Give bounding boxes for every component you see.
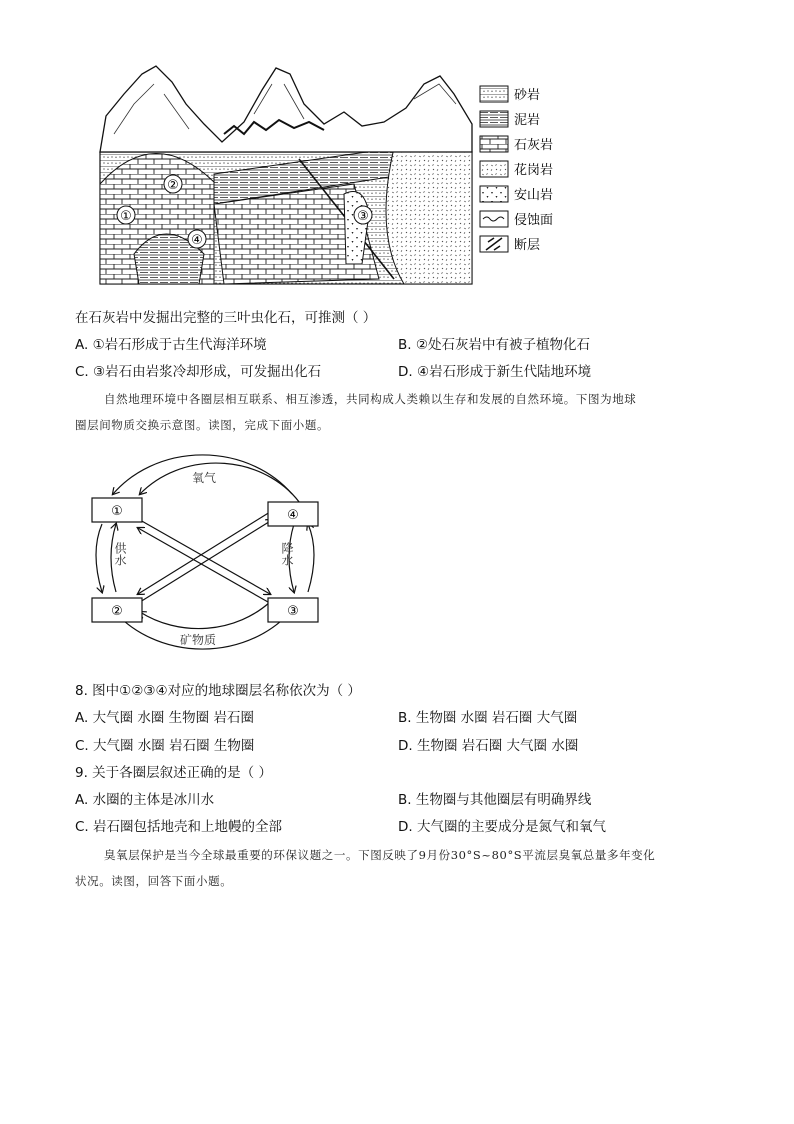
q7-stem: 在石灰岩中发掘出完整的三叶虫化石，可推测（ ）: [75, 310, 377, 326]
fault-icon: [480, 236, 540, 253]
q9-option-d[interactable]: D. 大气圈的主要成分是氮气和氧气: [398, 819, 606, 835]
svg-text:砂岩: 砂岩: [514, 88, 541, 103]
svg-text:石灰岩: 石灰岩: [514, 138, 554, 153]
limestone-pattern-icon: [480, 136, 553, 153]
q8-option-a[interactable]: A. 大气圈 水圈 生物圈 岩石圈: [75, 710, 254, 726]
granite-pattern-icon: [480, 161, 553, 178]
svg-text:①: ①: [111, 504, 123, 519]
svg-text:③: ③: [287, 604, 299, 619]
intro3-line1: 臭氧层保护是当今全球最重要的环保议题之一。下图反映了9月份30°S~80°S平流层臭氧总量多年变化: [104, 848, 656, 862]
sandstone-pattern-icon: [480, 86, 540, 103]
q9-option-a[interactable]: A. 水圈的主体是冰川水: [75, 792, 215, 808]
label-oxygen: 氧气: [191, 471, 217, 485]
sphere-exchange-diagram: [80, 442, 330, 662]
geologic-section-figure: [94, 64, 564, 296]
legend: [480, 86, 553, 253]
marker-3: [354, 206, 372, 224]
q7-option-d[interactable]: D. ④岩石形成于新生代陆地环境: [398, 364, 592, 380]
svg-text:③: ③: [357, 209, 369, 224]
intro2-line2: 圈层间物质交换示意图。读图，完成下面小题。: [75, 418, 330, 432]
q7-option-a[interactable]: A. ①岩石形成于古生代海洋环境: [75, 337, 267, 353]
q9-option-c[interactable]: C. 岩石圈包括地壳和上地幔的全部: [75, 819, 283, 835]
label-precipitation: 降水: [280, 542, 294, 566]
svg-text:②: ②: [167, 178, 179, 193]
marker-2: [164, 175, 182, 193]
svg-text:花岗岩: 花岗岩: [514, 163, 554, 178]
svg-text:侵蚀面: 侵蚀面: [514, 213, 554, 228]
svg-text:①: ①: [120, 209, 132, 224]
q7-option-b[interactable]: B. ②处石灰岩中有被子植物化石: [398, 337, 590, 353]
label-water-supply: 供水: [113, 542, 127, 566]
andesite-pattern-icon: [480, 186, 553, 203]
q7-option-c[interactable]: C. ③岩石由岩浆冷却形成，可发掘出化石: [75, 364, 322, 380]
mudstone-pattern-icon: [480, 111, 540, 128]
box-2: [92, 598, 142, 622]
q8-option-d[interactable]: D. 生物圈 岩石圈 大气圈 水圈: [398, 738, 579, 754]
marker-4: [188, 230, 206, 248]
q9-option-b[interactable]: B. 生物圈与其他圈层有明确界线: [398, 792, 592, 808]
q8-stem: 8. 图中①②③④对应的地球圈层名称依次为（ ）: [75, 683, 361, 699]
q8-option-c[interactable]: C. 大气圈 水圈 岩石圈 生物圈: [75, 738, 255, 754]
svg-text:④: ④: [191, 233, 203, 248]
intro2-line1: 自然地理环境中各圈层相互联系、相互渗透，共同构成人类赖以生存和发展的自然环境。下图为地球: [104, 392, 637, 406]
svg-text:④: ④: [287, 508, 299, 523]
svg-text:断层: 断层: [514, 238, 541, 253]
svg-text:②: ②: [111, 604, 123, 619]
intro3-line2: 状况。读图，回答下面小题。: [75, 874, 233, 888]
box-1: [92, 498, 142, 522]
q9-stem: 9. 关于各圈层叙述正确的是（ ）: [75, 765, 272, 781]
box-4: [268, 502, 318, 526]
svg-text:泥岩: 泥岩: [514, 113, 541, 128]
label-minerals: 矿物质: [179, 633, 217, 647]
svg-text:安山岩: 安山岩: [514, 188, 554, 203]
q8-option-b[interactable]: B. 生物圈 水圈 岩石圈 大气圈: [398, 710, 578, 726]
erosion-surface-icon: [480, 211, 553, 228]
marker-1: [117, 206, 135, 224]
box-3: [268, 598, 318, 622]
